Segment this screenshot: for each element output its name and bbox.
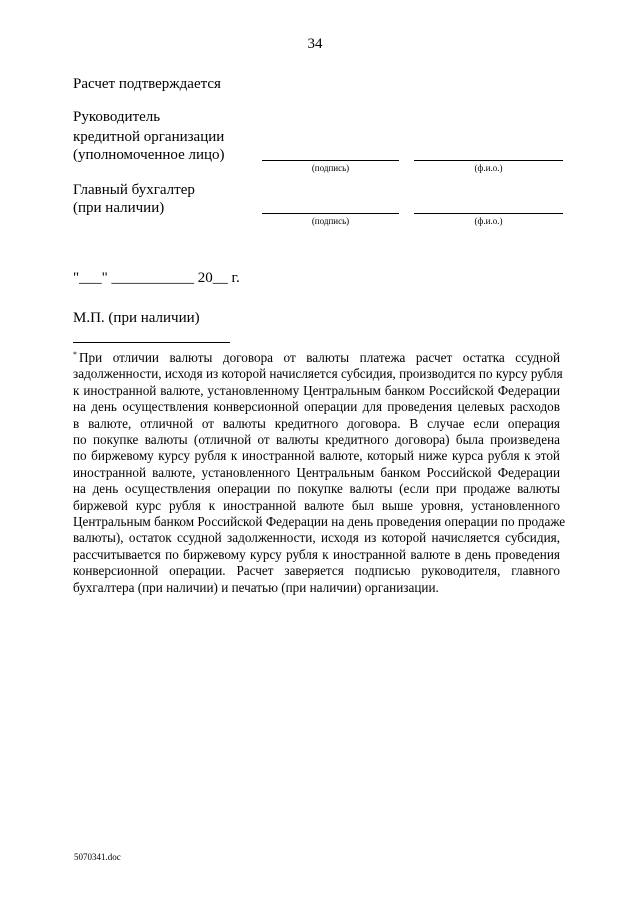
footnote-line: валюты), остаток ссудной задолженности, исходя из которой начисляется субсидия,: [73, 530, 560, 546]
footnote-line: на день осуществления операции по покупке валюты (если при продаже валюты: [73, 481, 560, 497]
head-name-line: [414, 160, 563, 161]
document-id: 5070341.doc: [74, 852, 121, 862]
head-label-line-1: Руководитель: [73, 109, 161, 125]
footnote-line: конверсионной операции. Расчет заверяется подписью руководителя, главного: [73, 563, 560, 579]
footnote-line: к иностранной валюте, установленному Центральным банком Российской Федерации: [73, 382, 560, 398]
accountant-signature-line: [262, 213, 399, 214]
head-name-caption: (ф.и.о.): [474, 163, 503, 173]
head-signature-caption: (подпись): [311, 163, 350, 173]
page-number: 34: [307, 36, 323, 52]
footnote-line: Центральным банком Российской Федерации на день проведения операции по продаже: [73, 514, 566, 530]
footnote-line: в валюте, отличной от валюты кредитного договора. В случае если операция: [73, 415, 560, 431]
footnote-line: иностранной валюте, установленного Центральным банком Российской Федерации: [73, 464, 560, 480]
footnote-line: задолженности, исходя из которой начисляется субсидия, производится по курсу рубля: [73, 366, 563, 382]
head-label-line-2: кредитной организации: [73, 129, 225, 145]
accountant-name-line: [414, 213, 563, 214]
footnote-line: биржевой курс рубля к иностранной валюте был выше уровня, установленного: [73, 497, 560, 513]
footnote-rule: [73, 342, 230, 343]
footnote-line: по покупке валюты (отличной от валюты кредитного договора) была произведена: [73, 432, 560, 448]
footnote-line: бухгалтера (при наличии) и печатью (при наличии) организации.: [73, 579, 439, 595]
footnote-marker: *: [73, 350, 77, 359]
accountant-label-line-2: (при наличии): [73, 200, 165, 216]
footnote-line: * При отличии валюты договора от валюты платежа расчет остатка ссудной: [73, 350, 560, 365]
footnote: [73, 347, 566, 596]
footnote-line: по биржевому курсу рубля к иностранной валюте, который ниже курса рубля к этой: [73, 448, 560, 464]
head-label-line-3: (уполномоченное лицо): [73, 147, 225, 163]
accountant-name-caption: (ф.и.о.): [474, 216, 503, 226]
accountant-label-line-1: Главный бухгалтер: [73, 182, 195, 198]
head-signature-line: [262, 160, 399, 161]
footnote-line: на день осуществления конверсионной операции для проведения целевых расходов: [73, 399, 560, 415]
footnote-line: рассчитывается по биржевому курсу рубля к иностранной валюте в день проведения: [73, 546, 560, 562]
date-line: "___" ___________ 20__ г.: [73, 270, 240, 286]
stamp-label: М.П. (при наличии): [73, 310, 200, 326]
confirmation-heading: Расчет подтверждается: [73, 76, 221, 92]
accountant-signature-caption: (подпись): [311, 216, 350, 226]
